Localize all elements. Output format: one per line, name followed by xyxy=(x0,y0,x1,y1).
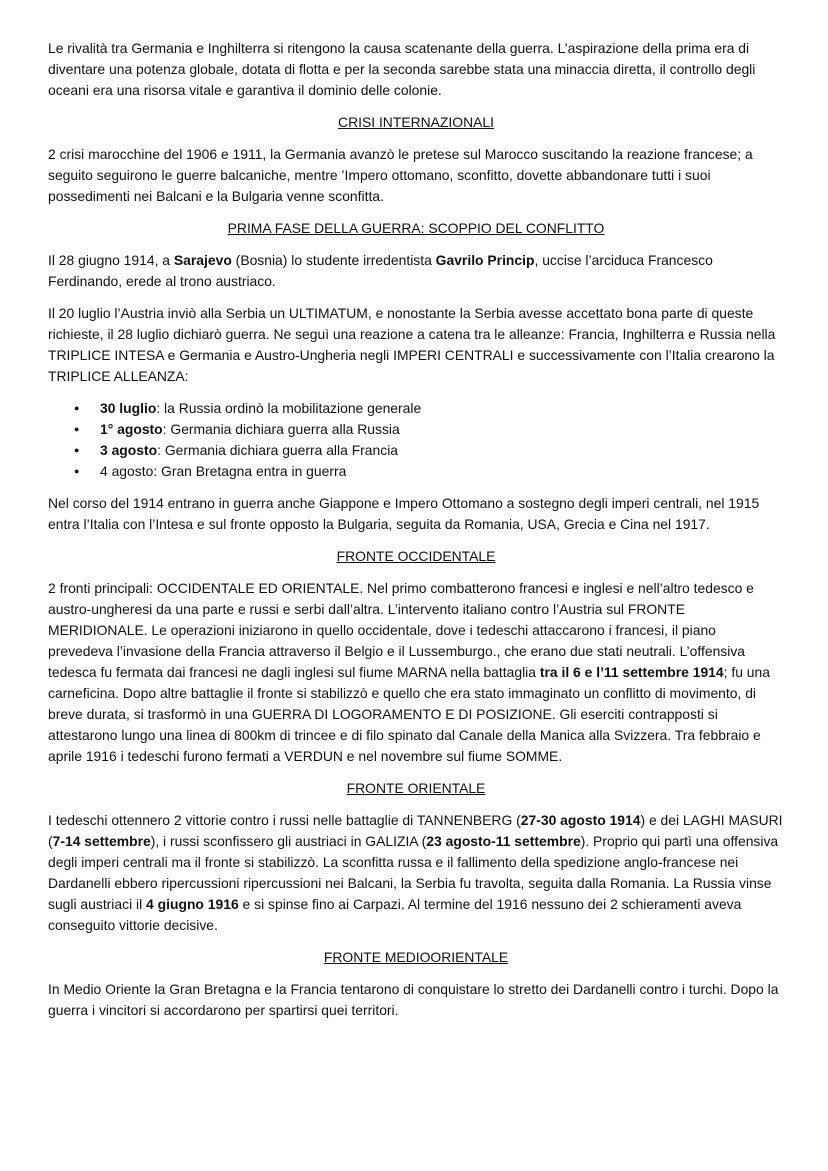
heading-fronte-occidentale: FRONTE OCCIDENTALE xyxy=(336,548,496,564)
sarajevo-paragraph xyxy=(48,250,784,292)
bullet-list xyxy=(48,398,784,482)
text-run: ) e dei LAGHI MASURI ( xyxy=(48,812,783,849)
alleanze-paragraph: Nel corso del 1914 entrano in guerra anche Giappone e Impero Ottomano a sostegno degli imperi centrali, nel 1915 entra l’Italia con l’Intesa e sul fronte opposto la Bulgaria, seguita da Romania, USA, Grecia e Cina nel 1917. xyxy=(48,495,760,532)
document-page xyxy=(48,38,784,1032)
bold-date: 7-14 settembre xyxy=(52,833,151,849)
bullet-text: 4 agosto: Gran Bretagna entra in guerra xyxy=(100,463,347,479)
crisi-paragraph: 2 crisi marocchine del 1906 e 1911, la Germania avanzò le pretese sul Marocco suscitando la reazione francese; a seguito seguirono le guerre balcaniche, mentre ’Impero ottomano, sconfitto, dovette abbandonare tutti i suoi possedimenti nei Balcani e la Bulgaria venne sconfitta. xyxy=(48,146,753,204)
bullet-text: : Germania dichiara guerra alla Russia xyxy=(162,421,400,437)
bold-place: Sarajevo xyxy=(173,252,232,268)
text-run: (Bosnia) lo studente irredentista xyxy=(231,252,436,268)
text-run: Il 28 giugno 1914, a xyxy=(48,252,174,268)
list-item xyxy=(48,461,784,482)
text-run: ). Proprio qui partì una offensiva degli imperi centrali ma il fronte si stabilizzò. La sconfitta russa e il fallimento della spedizione anglo-francese nei Dardanelli ebbero ripercussioni ripercussioni nei Balcani, la Serbia fu travolta, seguita dalla Romania. La Russia vinse sugli austriaci il xyxy=(48,833,779,912)
medioorientale-paragraph: In Medio Oriente la Gran Bretagna e la Francia tentarono di conquistare lo stretto dei Dardanelli contro i turchi. Dopo la guerra i vincitori si accordarono per spartirsi quei territori. xyxy=(48,981,779,1018)
bold-date: 4 giugno 1916 xyxy=(146,896,239,912)
list-item xyxy=(48,440,784,461)
bold-date: 23 agosto-11 settembre xyxy=(426,833,581,849)
heading-crisi-internazionali: CRISI INTERNAZIONALI xyxy=(338,114,494,130)
bullet-date: 1° agosto xyxy=(100,421,163,437)
bullet-text: : la Russia ordinò la mobilitazione generale xyxy=(156,400,422,416)
occidentale-paragraph xyxy=(48,578,784,767)
bullet-text: : Germania dichiara guerra alla Francia xyxy=(157,442,399,458)
bullet-date: 3 agosto xyxy=(100,442,158,458)
intro-paragraph: Le rivalità tra Germania e Inghilterra si ritengono la causa scatenante della guerra. L’aspirazione della prima era di diventare una potenza globale, dotata di flotta e per la seconda sarebbe stata una minaccia diretta, il controllo degli oceani era una risorsa vitale e garantiva il dominio delle colonie. xyxy=(48,40,756,98)
list-item xyxy=(48,419,784,440)
text-run: 2 fronti principali: OCCIDENTALE ED ORIENTALE. Nel primo combatterono francesi e inglesi e nell’altro tedesco e austro-ungheresi da una parte e russi e serbi dall’altra. L’intervento italiano contro l’Austria sul FRONTE MERIDIONALE. Le operazioni iniziarono in quello occidentale, dove i tedeschi attaccarono i francesi, il piano prevedeva l’invasione della Francia attraverso il Belgio e il Lussemburgo., che erano due stati neutrali. L’offensiva tedesca fu fermata dai francesi ne dagli inglesi sul fiume MARNA nella battaglia xyxy=(48,580,754,680)
heading-prima-fase: PRIMA FASE DELLA GUERRA: SCOPPIO DEL CONFLITTO xyxy=(227,220,605,236)
text-run: e si spinse fino ai Carpazi. Al termine del 1916 nessuno dei 2 schieramenti aveva conseguito vittorie decisive. xyxy=(48,896,742,933)
text-run: ), i russi sconfissero gli austriaci in GALIZIA ( xyxy=(150,833,427,849)
bullet-date: 30 luglio xyxy=(100,400,157,416)
text-run: ; fu una carneficina. Dopo altre battaglie il fronte si stabilizzò e quello che era stato immaginato un conflitto di movimento, di breve durata, si trasformò in una GUERRA DI LOGORAMENTO E DI POSIZIONE. Gli eserciti contrapposti si attestarono lungo una linea di 800km di trincee e di filo spinato dal Canale della Manica alla Svizzera. Tra febbraio e aprile 1916 i tedeschi furono fermati a VERDUN e nel novembre sul fiume SOMME. xyxy=(48,664,770,764)
list-item xyxy=(48,398,784,419)
bold-date: 27-30 agosto 1914 xyxy=(520,812,641,828)
bold-date: tra il 6 e l’11 settembre 1914 xyxy=(539,664,724,680)
text-run: I tedeschi ottennero 2 vittorie contro i russi nelle battaglie di TANNENBERG ( xyxy=(48,812,521,828)
ultimatum-paragraph: Il 20 luglio l’Austria inviò alla Serbia un ULTIMATUM, e nonostante la Serbia avesse accettato bona parte di queste richieste, il 28 luglio dichiarò guerra. Ne seguì una reazione a catena tra le alleanze: Francia, Inghilterra e Russia nella TRIPLICE INTESA e Germania e Austro-Ungheria negli IMPERI CENTRALI e successivamente con l’Italia crearono la TRIPLICE ALLEANZA: xyxy=(48,305,776,384)
heading-fronte-medioorientale: FRONTE MEDIOORIENTALE xyxy=(323,949,509,965)
orientale-paragraph xyxy=(48,810,784,936)
text-run: , uccise l’arciduca Francesco Ferdinando, erede al trono austriaco. xyxy=(48,252,713,289)
heading-fronte-orientale: FRONTE ORIENTALE xyxy=(346,780,486,796)
bold-name: Gavrilo Princip xyxy=(435,252,535,268)
